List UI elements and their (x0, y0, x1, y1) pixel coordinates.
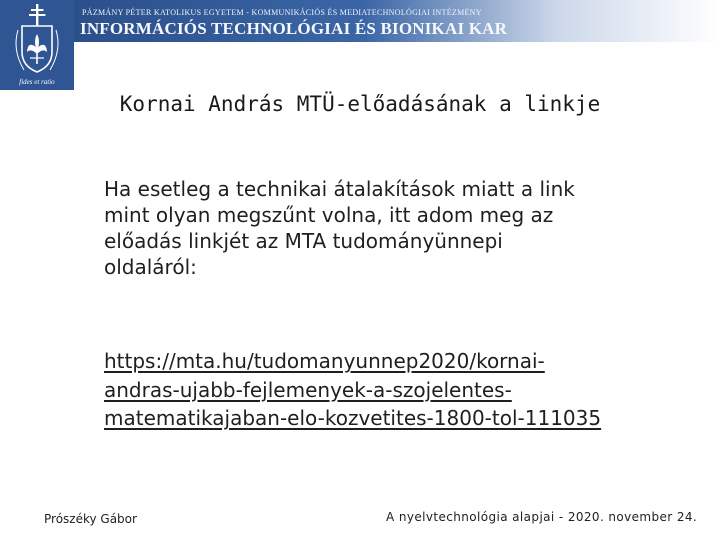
lecture-link[interactable] (104, 347, 704, 433)
footer-course-date: A nyelvtechnológia alapjai - 2020. november 24. (386, 510, 698, 524)
university-logo (0, 0, 74, 90)
faculty-banner (74, 0, 720, 42)
institute-line: PÁZMÁNY PÉTER KATOLIKUS EGYETEM - KOMMUNIKÁCIÓS ÉS MEDIATECHNOLÓGIAI INTÉZMÉNY (82, 8, 482, 17)
body-line: oldaláról: (104, 255, 197, 279)
footer-author: Prószéky Gábor (44, 512, 137, 526)
link-line[interactable]: andras-ujabb-fejlemenyek-a-szojelentes- (104, 377, 512, 402)
body-line: előadás linkjét az MTA tudományünnepi (104, 229, 503, 253)
faculty-name: INFORMÁCIÓS TECHNOLÓGIAI ÉS BIONIKAI KAR (80, 19, 508, 38)
slide-header (0, 0, 720, 90)
slide-title: Kornai András MTÜ-előadásának a linkje (119, 92, 601, 116)
body-line: Ha esetleg a technikai átalakítások miatt a link (104, 177, 575, 201)
link-line[interactable]: https://mta.hu/tudomanyunnep2020/kornai- (104, 349, 545, 373)
link-line[interactable]: matematikajaban-elo-kozvetites-1800-tol-111035 (104, 406, 602, 430)
logo-motto: fides et ratio (19, 78, 55, 86)
coat-of-arms-icon (0, 0, 74, 90)
body-paragraph (104, 176, 664, 280)
body-line: mint olyan megszűnt volna, itt adom meg az (104, 203, 554, 227)
